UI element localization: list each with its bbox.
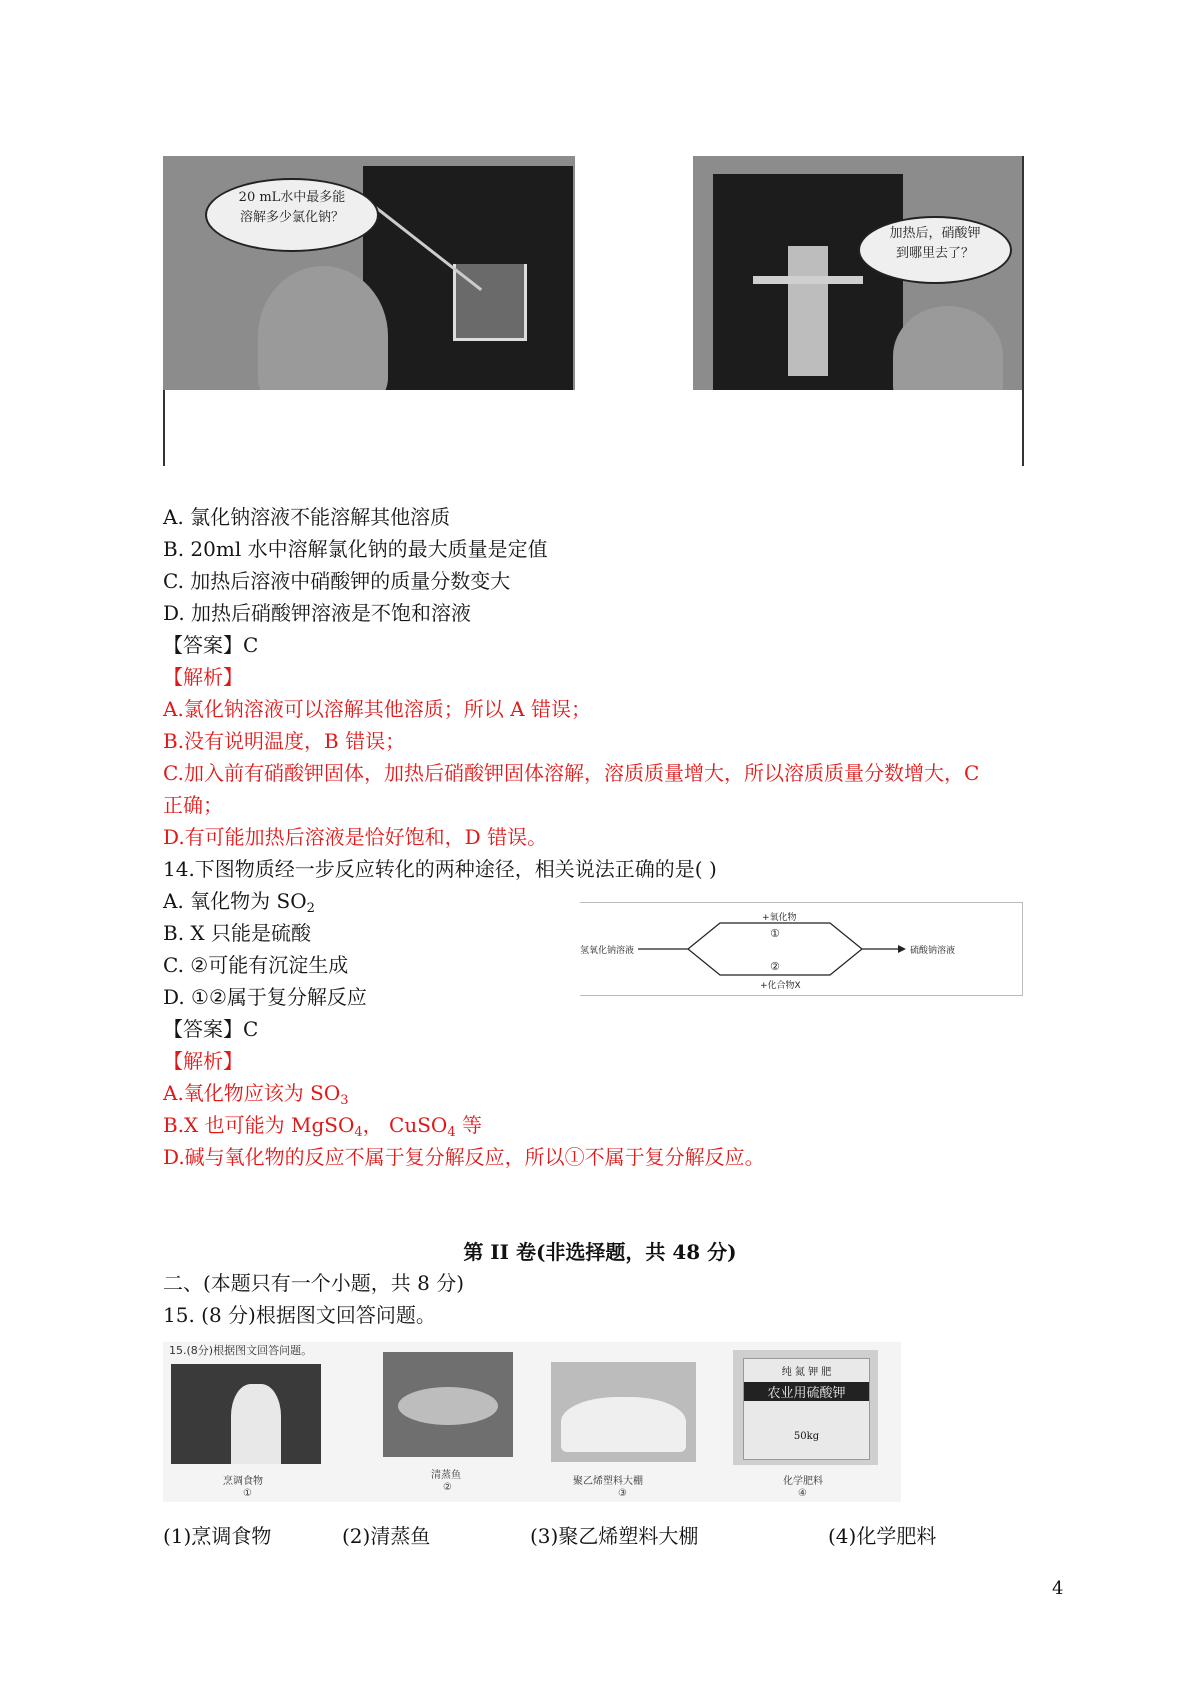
q14-answer: 【答案】C	[163, 1017, 259, 1041]
stand	[788, 246, 828, 376]
photo-fertilizer	[733, 1350, 878, 1465]
q13-analysis-a: A.氯化钠溶液可以溶解其他溶质；所以 A 错误；	[163, 697, 591, 721]
q14-option-d: D. ①②属于复分解反应	[163, 985, 367, 1009]
q15-caption-4: (4)化学肥料	[828, 1524, 937, 1548]
speech-bubble-right	[858, 216, 1012, 284]
photo-cooking	[171, 1364, 321, 1464]
diagram-top-reagent: +氧化物	[762, 913, 797, 923]
photo-strip-header: 15.(8分)根据图文回答问题。	[169, 1344, 313, 1357]
photo-caption-1: 烹调食物	[223, 1476, 263, 1487]
bubble-line-2: 溶解多少氯化钠？	[239, 210, 344, 225]
q14-stem: 14.下图物质经一步反应转化的两种途径，相关说法正确的是( )	[163, 857, 717, 881]
q14-analysis-label: 【解析】	[163, 1049, 243, 1073]
photo-caption-3: 聚乙烯塑料大棚	[573, 1476, 643, 1487]
q13-analysis-d: D.有可能加热后溶液是恰好饱和，D 错误。	[163, 825, 548, 849]
page-number: 4	[1052, 1578, 1064, 1599]
q13-option-c: C. 加热后溶液中硝酸钾的质量分数变大	[163, 569, 511, 593]
photo-number-4: ④	[798, 1488, 807, 1499]
q14-analysis-a: A.氧化物应该为 $SO_3$	[163, 1081, 349, 1108]
reaction-paths	[580, 903, 1022, 995]
photo-number-1: ①	[243, 1488, 252, 1499]
photo-number-2: ②	[443, 1482, 452, 1493]
q13-answer: 【答案】C	[163, 633, 259, 657]
q15-caption-3: (3)聚乙烯塑料大棚	[530, 1524, 699, 1548]
bubble-line-1: 20 mL水中最多能	[238, 190, 346, 205]
q15-photo-strip	[163, 1342, 901, 1502]
boy-figure	[893, 306, 1003, 390]
q13-analysis-b: B.没有说明温度，B 错误；	[163, 729, 406, 753]
q14-analysis-d: D.碱与氧化物的反应不属于复分解反应，所以①不属于复分解反应。	[163, 1145, 765, 1169]
diagram-end-label: 硫酸钠溶液	[910, 946, 956, 956]
q13-analysis-c: C.加入前有硝酸钾固体，加热后硝酸钾固体溶解，溶质质量增大，所以溶质质量分数增大，C	[163, 761, 980, 785]
q15-caption-1: (1)烹调食物	[163, 1524, 272, 1548]
fertilizer-bag	[743, 1358, 870, 1460]
greenhouse-figure	[561, 1397, 686, 1452]
diagram-top-number: ①	[770, 927, 780, 940]
reaction-diagram	[580, 902, 1023, 996]
speech-bubble-left	[205, 178, 379, 252]
q15-caption-2: (2)清蒸鱼	[342, 1524, 431, 1548]
diagram-bottom-number: ②	[770, 960, 780, 973]
bubble-line-1: 加热后，硝酸钾	[889, 226, 981, 241]
q13-option-d: D. 加热后硝酸钾溶液是不饱和溶液	[163, 601, 472, 625]
photo-caption-4: 化学肥料	[783, 1476, 823, 1487]
q15-stem: 15. (8 分)根据图文回答问题。	[163, 1303, 436, 1327]
frame-right-border	[1022, 156, 1024, 466]
comic-image-right	[693, 156, 1022, 390]
bag-line-1: 纯 氮 钾 肥	[781, 1367, 832, 1378]
photo-greenhouse	[551, 1362, 696, 1462]
bag-line-2: 农业用硫酸钾	[744, 1382, 869, 1401]
part2-section: 二、(本题只有一个小题，共 8 分)	[163, 1271, 465, 1295]
q13-analysis-c-cont: 正确；	[163, 793, 223, 817]
bubble-line-2: 到哪里去了？	[895, 246, 974, 261]
q14-option-b: B. X 只能是硫酸	[163, 921, 312, 945]
stand-ring	[753, 276, 863, 284]
fish-figure	[398, 1387, 498, 1425]
chef-figure	[231, 1384, 281, 1464]
photo-number-3: ③	[618, 1488, 627, 1499]
photo-caption-2: 清蒸鱼	[431, 1470, 461, 1481]
q14-option-c: C. ②可能有沉淀生成	[163, 953, 349, 977]
q13-analysis-label: 【解析】	[163, 665, 243, 689]
q14-analysis-b: B.X 也可能为 MgSO$_4$， CuSO$_4$ 等	[163, 1113, 482, 1140]
diagram-bottom-reagent: +化合物X	[760, 981, 801, 991]
q14-option-a: A. 氧化物为 $SO_2$	[163, 889, 315, 916]
photo-fish	[383, 1352, 513, 1457]
bag-line-3: 50kg	[793, 1431, 820, 1442]
comic-image-left	[163, 156, 575, 390]
part2-title: 第 II 卷(非选择题，共 48 分)	[463, 1240, 737, 1264]
q13-option-b: B. 20ml 水中溶解氯化钠的最大质量是定值	[163, 537, 548, 561]
diagram-start-label: 氢氧化钠溶液	[580, 946, 635, 956]
q13-option-a: A. 氯化钠溶液不能溶解其他溶质	[163, 505, 451, 529]
